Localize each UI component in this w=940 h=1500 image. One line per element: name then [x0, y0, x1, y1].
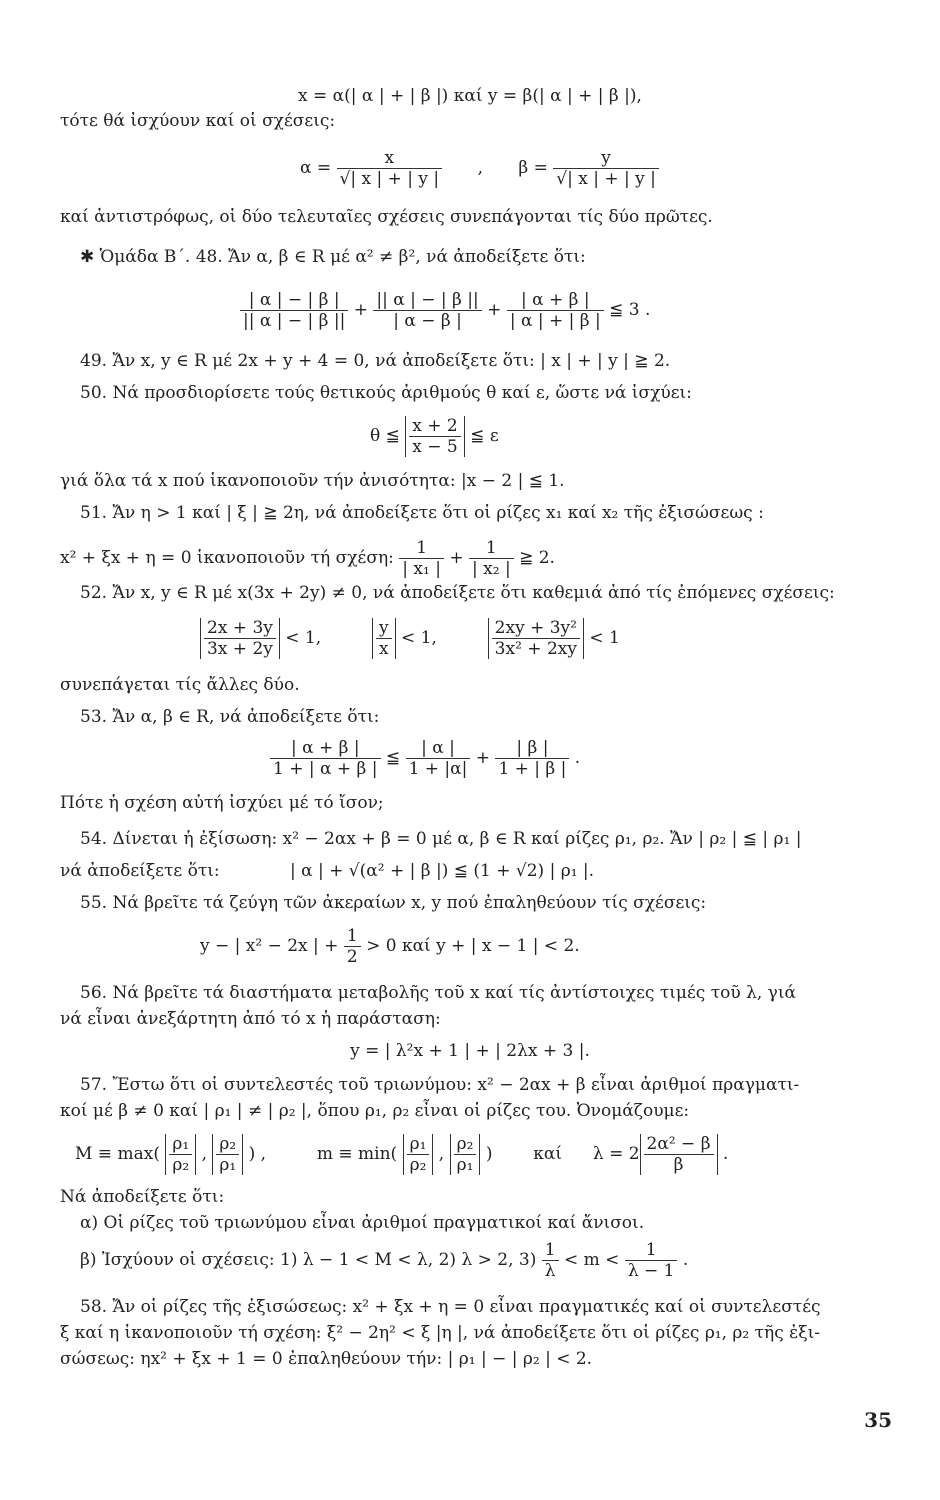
- problem-48: ✱ Ὁμάδα Β΄. 48. Ἄν α, β ∈ R μέ α² ≠ β², νά ἀποδείξετε ὅτι:: [80, 247, 586, 267]
- problem-52: 52. Ἄν x, y ∈ R μέ x(3x + 2y) ≠ 0, νά ἀποδείξετε ὅτι καθεμιά ἀπό τίς ἑπόμενες σχέσεις:: [80, 583, 835, 603]
- equation-48: $\frac{| \alpha | - | \beta |}{|| \alpha | - | \beta ||}$ + $\frac{|| \alpha | - | \beta ||}{| \alpha - \beta |}$ + $\frac{| \alpha + \beta |}{| \alpha | + | \beta |}$ ≦ 3 .: [240, 290, 650, 331]
- text-line: Πότε ἡ σχέση αὐτή ἰσχύει μέ τό ἴσον;: [60, 793, 384, 813]
- text-line: τότε θά ἰσχύουν καί οἱ σχέσεις:: [60, 111, 336, 131]
- text-line: ξ καί η ἱκανοποιοῦν τή σχέση: ξ² − 2η² < ξ |η |, νά ἀποδείξετε ὅτι οἱ ρίζες ρ₁, ρ₂ τῆς ἐξι-: [60, 1323, 821, 1343]
- page-number: 35: [864, 1408, 892, 1432]
- alpha-lhs: α =: [300, 158, 332, 178]
- text-line: σώσεως: ηx² + ξx + 1 = 0 ἐπαληθεύουν τήν: | ρ₁ | − | ρ₂ | < 2.: [60, 1349, 593, 1369]
- text-line: νά εἶναι ἀνεξάρτητη ἀπό τό x ἡ παράσταση:: [60, 1009, 441, 1029]
- equation-52: $\frac{2x + 3y}{3x + 2y}$ < 1, $\frac{y}{x}$ < 1, $\frac{\text{2xy + 3y²}}{\text{3x² + 2xy}}$ < 1: [200, 618, 620, 659]
- problem-56: 56. Νά βρεῖτε τά διαστήματα μεταβολῆς τοῦ x καί τίς ἀντίστοιχες τιμές τοῦ λ, γιά: [80, 983, 796, 1003]
- equation-53: $\frac{| \alpha + \beta |}{1 + | \alpha + \beta |}$ ≦ $\frac{| \alpha |}{1 + |\alpha|}$ + $\frac{| \beta |}{1 + | \beta |}$ .: [270, 738, 580, 779]
- problem-49: 49. Ἄν x, y ∈ R μέ 2x + y + 4 = 0, νά ἀποδείξετε ὅτι: | x | + | y | ≧ 2.: [80, 351, 671, 371]
- equation-51: x² + ξx + η = 0 ἱκανοποιοῦν τή σχέση: $\frac{1}{\text{| x₁ |}}$ + $\frac{1}{\text{| x₂ |}}$ ≧ 2.: [60, 538, 555, 579]
- subpart-b: β) Ἰσχύουν οἱ σχέσεις: 1) λ − 1 < Μ < λ, 2) λ > 2, 3) $\frac{1}{\lambda}$ < m < $\frac{1}{\lambda - 1}$ .: [80, 1240, 689, 1281]
- alpha-formula: α = $\frac{x}{√| x | + | y |}$ , β = $\frac{y}{√| x | + | y |}$: [300, 148, 659, 189]
- problem-51: 51. Ἄν η > 1 καί | ξ | ≧ 2η, νά ἀποδείξετε ὅτι οἱ ρίζες x₁ καί x₂ τῆς ἐξισώσεως :: [80, 503, 764, 523]
- problem-57: 57. Ἔστω ὅτι οἱ συντελεστές τοῦ τριωνύμου: x² − 2αx + β εἶναι ἀριθμοί πραγματι-: [80, 1075, 800, 1095]
- equation-56: y = | λ²x + 1 | + | 2λx + 3 |.: [350, 1041, 590, 1061]
- beta-fraction: $\frac{y}{√| x | + | y |}$: [553, 148, 659, 189]
- equation-55: y − | x² − 2x | + $\frac{1}{2}$ > 0 καί y + | x − 1 | < 2.: [200, 926, 580, 967]
- problem-55: 55. Νά βρεῖτε τά ζεύγη τῶν ἀκεραίων x, y πού ἐπαληθεύουν τίς σχέσεις:: [80, 893, 707, 913]
- problem-50: 50. Νά προσδιορίσετε τούς θετικούς ἀριθμούς θ καί ε, ὥστε νά ἰσχύει:: [80, 383, 692, 403]
- text-line: συνεπάγεται τίς ἄλλες δύο.: [60, 675, 300, 695]
- problem-54: 54. Δίνεται ἡ ἐξίσωση: x² − 2αx + β = 0 μέ α, β ∈ R καί ρίζες ρ₁, ρ₂. Ἄν | ρ₂ | ≦ | ρ₁ |: [80, 829, 802, 849]
- equation-57: M ≡ max( $\frac{\text{ρ₁}}{\text{ρ₂}}$ , $\frac{\text{ρ₂}}{\text{ρ₁}}$ ) , m ≡ min( $\frac{\text{ρ₁}}{\text{ρ₂}}$ , $\frac{\text{ρ₂}}{\text{ρ₁}}$ ) καί λ = 2 $\frac{\text{2α² − β}}{\beta}$ .: [75, 1134, 729, 1175]
- text-line: γιά ὅλα τά x πού ἱκανοποιοῦν τήν ἀνισότητα: |x − 2 | ≦ 1.: [60, 471, 565, 491]
- text-line: καί ἀντιστρόφως, οἱ δύο τελευταῖες σχέσεις συνεπάγονται τίς δύο πρῶτες.: [60, 207, 713, 227]
- text-line: Νά ἀποδείξετε ὅτι:: [60, 1187, 225, 1207]
- equation-54: | α | + √(α² + | β |) ≦ (1 + √2) | ρ₁ |.: [290, 861, 595, 881]
- problem-53: 53. Ἄν α, β ∈ R, νά ἀποδείξετε ὅτι:: [80, 707, 380, 727]
- alpha-fraction: $\frac{x}{√| x | + | y |}$: [337, 148, 443, 189]
- subpart-a: α) Οἱ ρίζες τοῦ τριωνύμου εἶναι ἀριθμοί πραγματικοί καί ἄνισοι.: [80, 1213, 645, 1233]
- text-line: νά ἀποδείξετε ὅτι:: [60, 861, 220, 881]
- equation-50: θ ≦ $\frac{x + 2}{x - 5}$ ≦ ε: [370, 416, 499, 457]
- text-line: κοί μέ β ≠ 0 καί | ρ₁ | ≠ | ρ₂ |, ὅπου ρ₁, ρ₂ εἶναι οἱ ρίζες του. Ὀνομάζουμε:: [60, 1101, 690, 1121]
- beta-lhs: β =: [518, 158, 548, 178]
- problem-58: 58. Ἄν οἱ ρίζες τῆς ἐξισώσεως: x² + ξx + η = 0 εἶναι πραγματικές καί οἱ συντελεστές: [80, 1297, 821, 1317]
- equation-line: x = α(| α | + | β |) καί y = β(| α | + | β |),: [298, 86, 642, 106]
